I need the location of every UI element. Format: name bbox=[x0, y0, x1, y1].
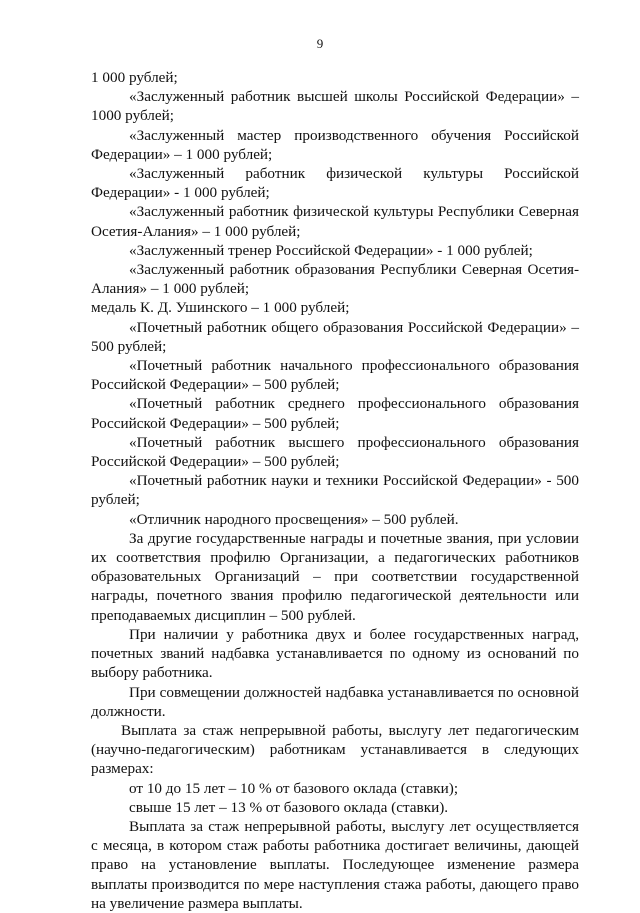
paragraph: «Почетный работник начального профессионального образования Российской Федерации» – 500 рублей; bbox=[91, 357, 579, 394]
paragraph: «Заслуженный тренер Российской Федерации» - 1 000 рублей; bbox=[129, 241, 533, 259]
paragraph: «Почетный работник науки и техники Российской Федерации» - 500 рублей; bbox=[91, 472, 579, 509]
paragraph: свыше 15 лет – 13 % от базового оклада (ставки). bbox=[129, 798, 449, 816]
paragraph: За другие государственные награды и почетные звания, при условии их соответствия профилю Организации, а педагогических работников образовательных Организаций – при соответствии государственной награды, почетного звания профилю педагогической деятельности или преподаваемых дисциплин – 500 рублей. bbox=[91, 529, 579, 624]
paragraph: «Почетный работник общего образования Российской Федерации» – 500 рублей; bbox=[91, 318, 579, 355]
paragraph: «Почетный работник среднего профессионального образования Российской Федерации» – 500 рублей; bbox=[91, 395, 579, 432]
paragraph: «Заслуженный работник физической культуры Российской Федерации» - 1 000 рублей; bbox=[91, 165, 579, 202]
paragraph: «Отличник народного просвещения» – 500 рублей. bbox=[129, 510, 459, 528]
paragraph: При совмещении должностей надбавка устанавливается по основной должности. bbox=[91, 683, 579, 720]
paragraph: 1 000 рублей; bbox=[91, 69, 178, 86]
document-body bbox=[91, 68, 579, 913]
paragraph: медаль К. Д. Ушинского – 1 000 рублей; bbox=[91, 299, 350, 317]
page-number: 9 bbox=[316, 36, 324, 51]
paragraph: «Заслуженный работник образования Республики Северная Осетия-Алания» – 1 000 рублей; bbox=[91, 261, 579, 298]
paragraph: «Заслуженный мастер производственного обучения Российской Федерации» – 1 000 рублей; bbox=[91, 126, 579, 163]
paragraph: от 10 до 15 лет – 10 % от базового оклада (ставки); bbox=[129, 779, 459, 797]
paragraph: Выплата за стаж непрерывной работы, выслугу лет осуществляется с месяца, в котором стаж работы работника достигает величины, дающей право на установление выплаты. Последующее изменение размера выплаты производится по мере наступления стажа работы, дающего право на увеличение размера выплаты. bbox=[91, 817, 579, 912]
paragraph: «Заслуженный работник высшей школы Российской Федерации» – 1000 рублей; bbox=[91, 88, 579, 125]
paragraph: «Почетный работник высшего профессионального образования Российской Федерации» – 500 рублей; bbox=[91, 433, 579, 471]
paragraph: «Заслуженный работник физической культуры Республики Северная Осетия-Алания» – 1 000 рублей; bbox=[91, 203, 579, 240]
paragraph: При наличии у работника двух и более государственных наград, почетных званий надбавка устанавливается по одному из оснований по выбору работника. bbox=[91, 625, 579, 682]
paragraph: Выплата за стаж непрерывной работы, выслугу лет педагогическим (научно-педагогическим) работникам устанавливается в следующих размерах: bbox=[91, 721, 579, 778]
